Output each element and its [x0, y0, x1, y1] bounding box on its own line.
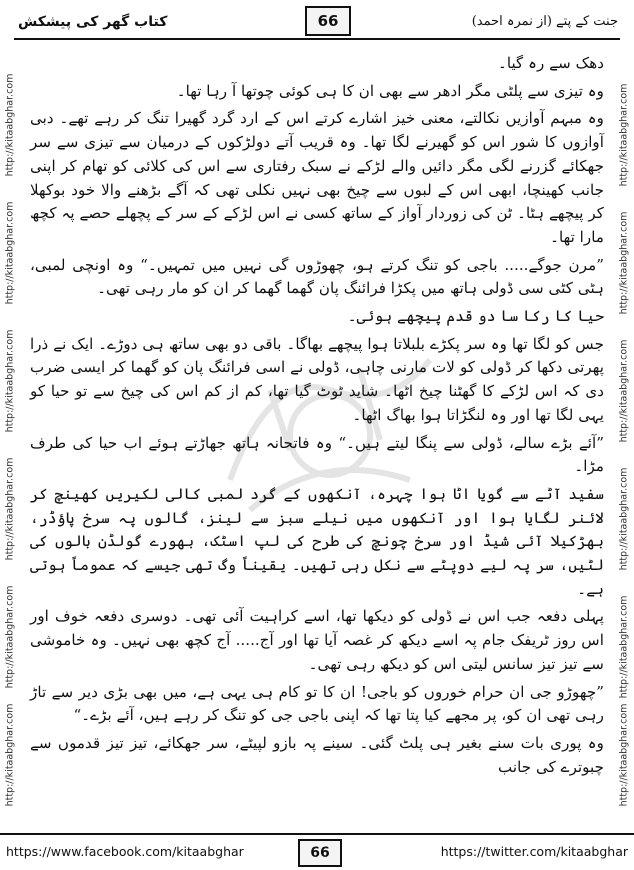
side-url[interactable]: http://kitaabghar.com: [618, 595, 630, 699]
article-body: [30, 52, 604, 832]
paragraph: وہ تیزی سے پلٹی مگر ادھر سے بھی ان کا ہی کوئی چوتھا آ رہا تھا۔: [176, 81, 604, 100]
twitter-link[interactable]: https://twitter.com/kitaabghar: [440, 844, 628, 859]
chapter-title: جنت کے پتے (از نمرہ احمد): [471, 14, 618, 29]
side-url[interactable]: http://kitaabghar.com: [618, 339, 630, 443]
paragraph: وہ پوری بات سنے بغیر ہی پلٹ گئی۔ سینے پہ بازو لپیٹے، سر جھکائے، تیز تیز قدموں سے چبوترے کی جانب: [30, 733, 604, 776]
side-url[interactable]: http://kitaabghar.com: [4, 201, 16, 305]
side-url[interactable]: http://kitaabghar.com: [618, 211, 630, 315]
side-url[interactable]: http://kitaabghar.com: [618, 703, 630, 807]
header-page-number: 66: [305, 6, 351, 36]
left-url-strip: [2, 60, 18, 820]
facebook-link[interactable]: https://www.facebook.com/kitaabghar: [6, 844, 244, 859]
paragraph: پہلی دفعہ جب اس نے ڈولی کو دیکھا تھا، اسے کراہیت آئی تھی۔ دوسری دفعہ خوف اور اس روز ٹریفک جام پہ اسے دیکھ کر غصہ آیا تھا اور آج..... آج کچھ بھی نہیں۔ وہ خاموشی سے تیز تیز سانس لیتی اس کو دیکھ رہی تھی۔: [30, 607, 604, 673]
side-url[interactable]: http://kitaabghar.com: [4, 329, 16, 433]
footer-page-number: 66: [298, 839, 342, 867]
brand-label: کتاب گھر کی پیشکش: [18, 14, 168, 30]
side-url[interactable]: http://kitaabghar.com: [4, 73, 16, 177]
header-rule: [14, 38, 620, 40]
paragraph: سفید آٹے سے گویا اٹا ہوا چہرہ، آنکھوں کے گرد لمبی کالی لکیریں کھینچ کر لائنر لگایا ہوا اور آنکھوں میں نیلے سبز سے لینز، گالوں پہ سرخ پاؤڈر، بھڑکیلا آئی شیڈ اور سرخ چونچ کی طرح کی لپ اسٹک، بھورے گولڈن بالوں کی لٹیں، سر پہ لیے دوپٹے سے نکل رہی تھیں۔ یقیناً وگ تھی جیسے کہ عموماً ہوتی ہے۔: [30, 484, 604, 598]
paragraph: حیا کا رکا سا دو قدم پیچھے ہوئی۔: [347, 307, 604, 326]
side-url[interactable]: http://kitaabghar.com: [4, 457, 16, 561]
side-url[interactable]: http://kitaabghar.com: [618, 467, 630, 571]
paragraph: دھک سے رہ گیا۔: [497, 54, 604, 72]
paragraph: جس کو لگا تھا وہ سر پکڑے بلبلاتا ہوا پیچھے بھاگا۔ باقی دو بھی ساتھ ہی دوڑے۔ ایک نے ذرا پھرتی دکھا کر ڈولی کو لات مارنی چاہی، ڈولی نے اسی فرائنگ پان کو گھما کر ایسی ضرب دی کہ اس لڑکے کا گھٹنا چیخ اٹھا۔ شاید ٹوٹ گیا تھا، کم از کم اس کی چیخ سے تو حیا کو یہی لگا تھا اور وہ لنگڑاتا ہوا بھاگ اٹھا۔: [30, 334, 604, 424]
page-header: [8, 4, 626, 42]
paragraph: ”آئے بڑے سالے، ڈولی سے پنگا لیتے ہیں۔“ وہ فاتحانہ ہاتھ جھاڑتے ہوئے اب حیا کی طرف مڑا۔: [30, 433, 604, 476]
side-url[interactable]: http://kitaabghar.com: [4, 703, 16, 807]
paragraph: ”مرن جوگے..... باجی کو تنگ کرتے ہو، چھوڑوں گی نہیں میں تمہیں۔“ وہ اونچی لمبی، ہٹی کٹی سی ڈولی ہاتھ میں پکڑا فرائنگ پان گھما گھما کر ان کو مار رہی تھی۔: [30, 255, 604, 298]
paragraph: وہ مبہم آوازیں نکالتے، معنی خیز اشارے کرتے اس کے ارد گرد گھیرا تنگ کر رہے تھے۔ دبی آوازوں کا شور اس کو گھیرنے لگا تھا۔ وہ قریب آتے دولڑکوں کے درمیان سے تیزی سے سر جھکائے گزرنے لگی مگر دائیں والے لڑکے نے سبک رفتاری سے اس کی کلائی کو تھام کر اپنی جانب کھینچا، ابھی اس کے لبوں سے چیخ بھی نہیں نکلی تھی کہ آگے بڑھنے والا خود بوکھلا کر پیچھے ہٹا۔ ٹن کی زوردار آواز کے ساتھ کسی نے اس لڑکے کے سر کے پچھلے حصے پہ کچھ مارا تھا۔: [30, 109, 604, 246]
side-url[interactable]: http://kitaabghar.com: [618, 83, 630, 187]
side-url[interactable]: http://kitaabghar.com: [4, 585, 16, 689]
right-url-strip: [616, 60, 632, 820]
paragraph: ”چھوڑو جی ان حرام خوروں کو باجی! ان کا تو کام ہی یہی ہے، میں بھی بڑی دیر سے تاڑ رہی تھی ان کو، پر مجھے کیا پتا تھا کہ اپنی باجی جی کو تنگ کر رہے ہیں، آئے بڑے۔“: [30, 682, 604, 725]
page-footer: [0, 833, 634, 870]
